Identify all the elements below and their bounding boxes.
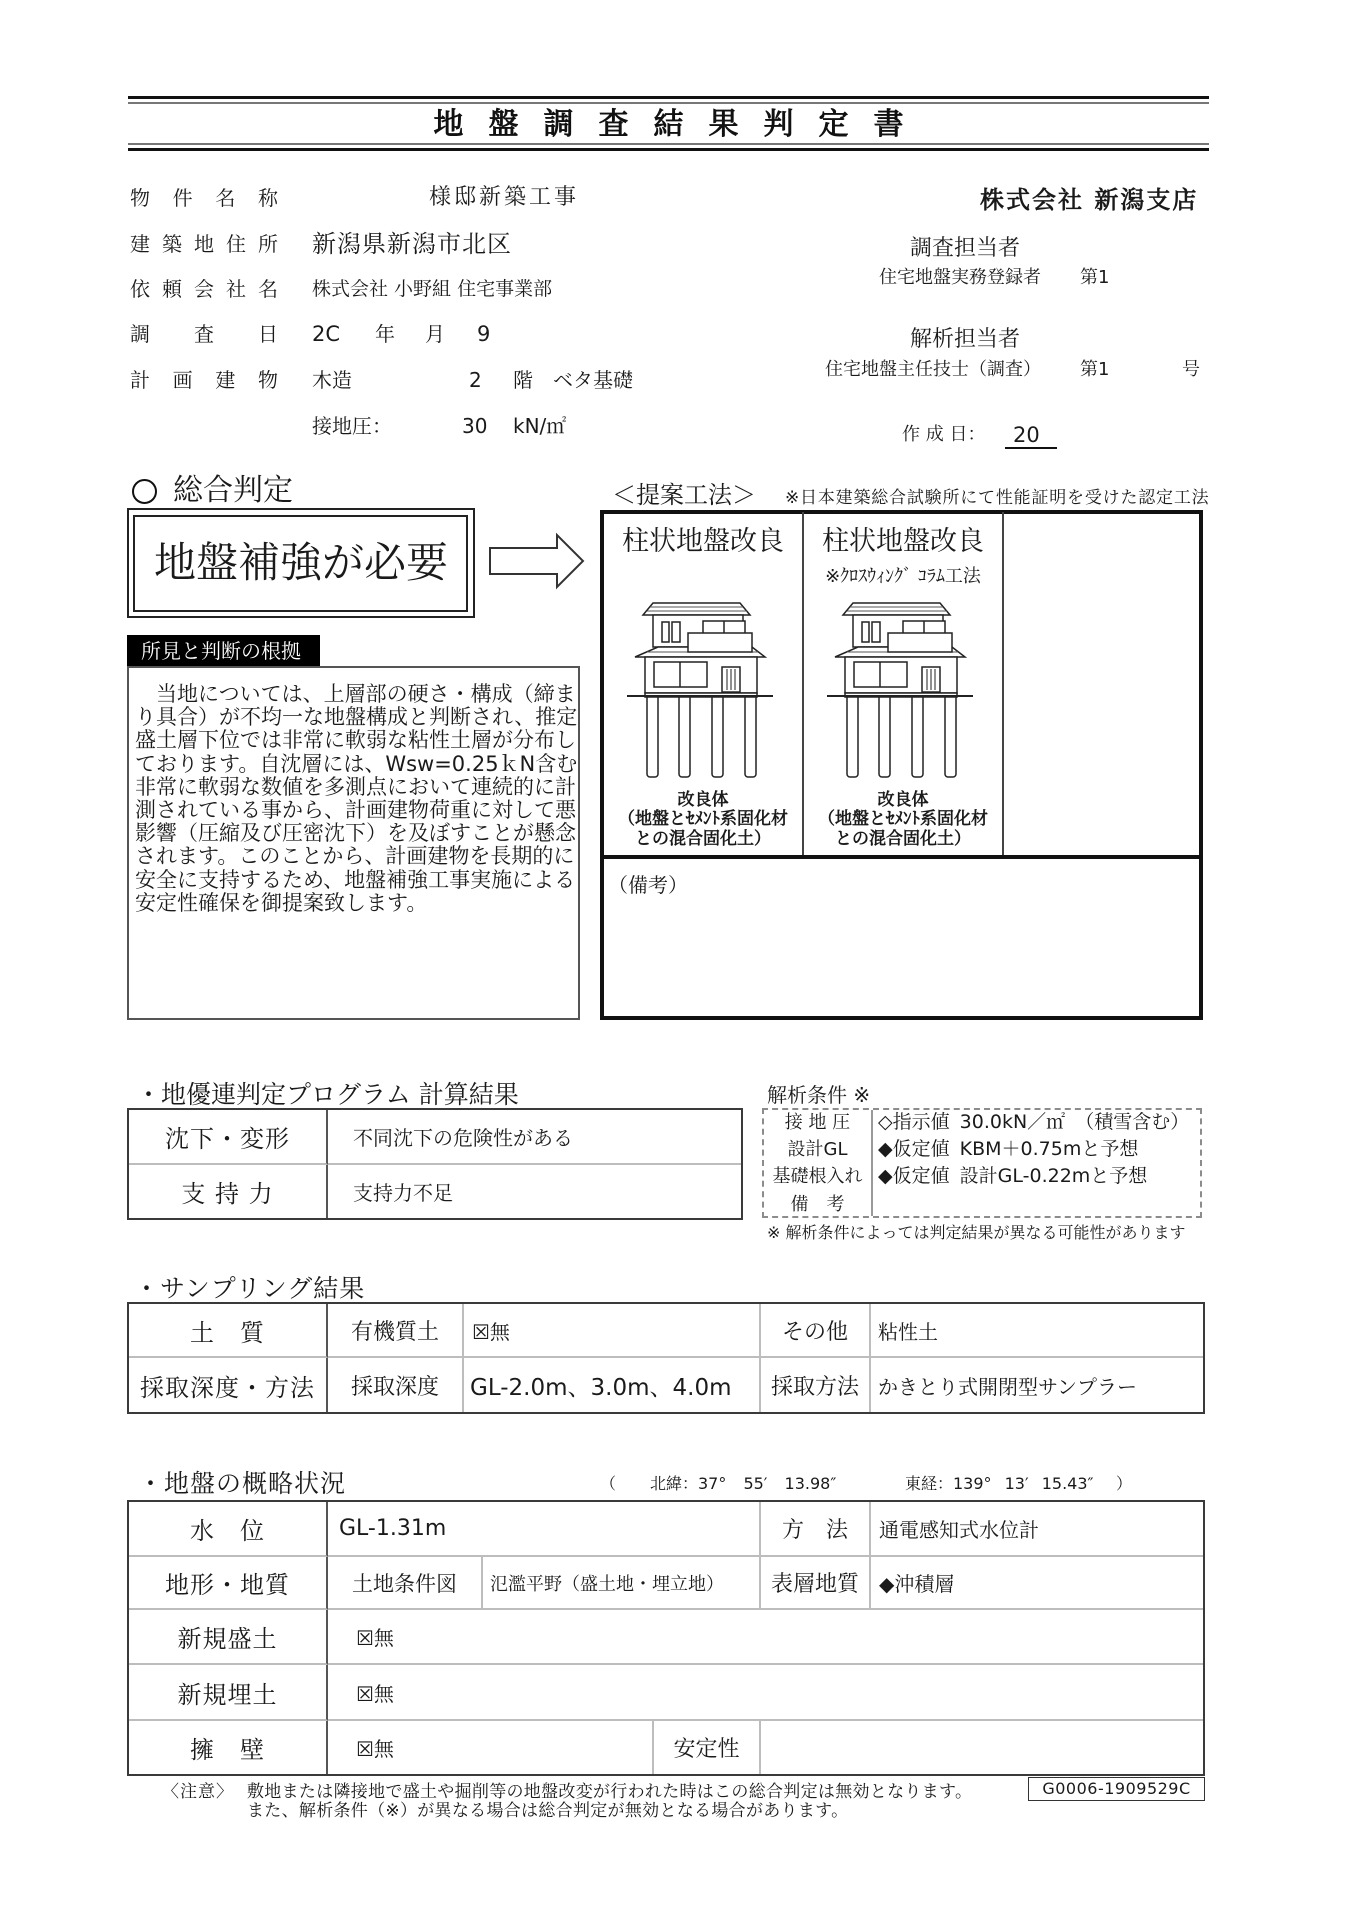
table-row <box>129 1502 1203 1557</box>
created-date-underline <box>1005 447 1057 449</box>
condition-value: ◆仮定値 設計GL-0.22mと予想 <box>878 1165 1148 1187</box>
arrow-right-icon <box>480 528 592 594</box>
proposal-column-divider <box>1002 512 1004 856</box>
analyst-number-suffix: 号 <box>1182 359 1200 380</box>
new-backfill-value: ☒無 <box>328 1665 1203 1721</box>
calc-results-table <box>127 1108 743 1220</box>
survey-date-year-unit: 年 <box>375 322 395 346</box>
other-label: その他 <box>761 1304 871 1358</box>
basis-label: 所見と判断の根拠 <box>127 635 320 667</box>
created-date-label: 作 成 日： <box>902 424 986 445</box>
client-value: 株式会社 小野組 住宅事業部 <box>312 278 553 300</box>
building-floors: 2 <box>469 368 482 392</box>
pile <box>679 694 690 777</box>
address-label: 建 築 地 住 所 <box>130 232 278 256</box>
analyst-qualification: 住宅地盤主任技士（調査） <box>825 359 1041 380</box>
sampling-method-label: 採取方法 <box>761 1358 871 1412</box>
basis-line: 非常に軟弱な数値を多測点において連続的に計 <box>135 774 576 799</box>
building-label: 計 画 建 物 <box>130 368 278 392</box>
organic-soil-label: 有機質土 <box>328 1304 464 1358</box>
upper-window <box>862 622 869 642</box>
pile <box>745 694 756 777</box>
basis-line: 安定性確保を御提案致します。 <box>135 890 428 915</box>
judgment-heading: 総合判定 <box>173 473 293 508</box>
survey-date-year: 2C <box>312 322 341 346</box>
client-label: 依 頼 会 社 名 <box>130 277 278 301</box>
water-level-label: 水 位 <box>129 1502 328 1557</box>
coordinates-open-paren: （ <box>600 1474 617 1493</box>
pile <box>647 694 658 777</box>
building-foundation: ベタ基礎 <box>553 368 633 392</box>
note-line: 敷地または隣接地で盛土や掘削等の地盤改変が行われた時はこの総合判定は無効となります。 <box>247 1782 973 1802</box>
organic-soil-value: ☒無 <box>464 1304 761 1358</box>
basis-text <box>135 683 577 915</box>
sampling-method-value: かきとり式開閉型サンプラー <box>878 1374 1137 1399</box>
latitude: 北緯：37° 55′ 13.98″ <box>650 1474 837 1493</box>
circle-icon <box>132 479 157 504</box>
land-map-value: 氾濫平野（盛土地・埋立地） <box>483 1557 761 1610</box>
title-rule-top-thick <box>128 96 1209 99</box>
water-method-value: 通電感知式水位計 <box>871 1502 1203 1557</box>
condition-value: ◆仮定値 KBM＋0.75mと予想 <box>878 1138 1139 1160</box>
title-rule-bottom-thin <box>128 143 1209 145</box>
building-structure: 木造 <box>312 368 352 392</box>
property-label: 物 件 名 称 <box>130 186 278 210</box>
created-date-value: 20 <box>1013 423 1040 447</box>
pile <box>879 694 890 777</box>
basis-line: 当地については、上層部の硬さ・構成（締ま <box>135 682 576 706</box>
stability-label: 安定性 <box>654 1721 761 1774</box>
table-row <box>129 1557 1203 1610</box>
title-rule-top-thin <box>128 102 1209 104</box>
contact-pressure-value: 30 <box>462 414 488 438</box>
settlement-label: 沈下・変形 <box>129 1110 328 1165</box>
calc-heading: ・地優連判定プログラム 計算結果 <box>136 1080 519 1109</box>
method-1-name: 柱状地盤改良 <box>622 526 784 557</box>
pile <box>912 694 923 777</box>
method-1-caption: （地盤とｾﾒﾝﾄ系固化材 <box>618 809 788 829</box>
property-value: 様邸新築工事 <box>429 185 580 210</box>
land-map-label: 土地条件図 <box>328 1557 483 1610</box>
soil-label: 土 質 <box>129 1304 328 1358</box>
method-2-name: 柱状地盤改良 <box>822 526 984 557</box>
table-row <box>129 1721 1203 1774</box>
remarks-label: （備考） <box>608 873 688 897</box>
proposal-remarks-divider <box>600 855 1203 859</box>
document-title: 地盤調査結果判定書 <box>433 107 929 142</box>
upper-window <box>872 622 880 642</box>
survey-date-month-unit: 月 <box>425 322 445 346</box>
other-value: 粘性土 <box>871 1304 1203 1358</box>
judgment-result: 地盤補強が必要 <box>153 538 448 587</box>
table-row <box>129 1110 741 1165</box>
investigator-heading: 調査担当者 <box>910 236 1021 261</box>
basis-line: 盛土層下位では非常に軟弱な粘性土層が分布し <box>135 728 576 753</box>
analysis-footnote: ※ 解析条件によっては判定結果が異なる可能性があります <box>767 1223 1186 1242</box>
table-row <box>129 1165 741 1218</box>
table-row <box>129 1304 1203 1358</box>
basis-line: されます。このことから、計画建物を長期的に <box>135 844 575 869</box>
longitude: 東経：139° 13′ 15.43″ <box>905 1474 1094 1493</box>
method-2-subtitle: ※ｸﾛｽｳｨﾝｸﾞ ｺﾗﾑ工法 <box>825 566 981 587</box>
house-pile-illustration <box>800 598 1000 783</box>
water-level-value: GL-1.31m <box>328 1502 761 1557</box>
investigator-number: 第1 <box>1080 267 1110 288</box>
surface-geology-label: 表層地質 <box>761 1557 871 1610</box>
terrain-label: 地形・地質 <box>129 1557 328 1610</box>
note-line: また、解析条件（※）が異なる場合は総合判定が無効となる場合があります。 <box>247 1801 849 1821</box>
sampling-heading: ・サンプリング結果 <box>134 1274 366 1303</box>
upper-window <box>672 622 680 642</box>
upper-roof <box>643 603 750 615</box>
stability-value <box>761 1721 1203 1774</box>
pile <box>945 694 956 777</box>
company-name: 株式会社 新潟支店 <box>980 186 1199 214</box>
sampling-table <box>127 1302 1205 1414</box>
table-row <box>129 1358 1203 1412</box>
table-row <box>129 1610 1203 1665</box>
basis-line: ております。自沈層には、Wsw=0.25ｋN含む <box>135 751 578 776</box>
basis-line: 測されている事から、計画建物荷重に対して悪 <box>135 798 576 823</box>
upper-roof <box>843 603 950 615</box>
pile <box>847 694 858 777</box>
investigator-qualification: 住宅地盤実務登録者 <box>879 267 1041 288</box>
condition-label: 基礎根入れ <box>772 1166 863 1187</box>
bearing-value: 支持力不足 <box>353 1181 453 1205</box>
condition-label: 接 地 圧 <box>784 1112 851 1133</box>
proposal-note: ※日本建築総合試験所にて性能証明を受けた認定工法 <box>785 488 1210 508</box>
analyst-heading: 解析担当者 <box>910 327 1021 352</box>
retaining-wall-label: 擁 壁 <box>129 1721 328 1774</box>
basis-line: り具合）が不均一な地盤構成と判断され、推定 <box>135 705 578 730</box>
surface-geology-value: ◆沖積層 <box>871 1557 1203 1610</box>
method-2-caption: との混合固化土） <box>835 829 971 849</box>
contact-pressure-unit: kN/㎡ <box>513 414 567 438</box>
analyst-number: 第1 <box>1080 359 1110 380</box>
survey-date-day: 9 <box>477 322 491 346</box>
balcony <box>888 633 952 652</box>
survey-date-label: 調 査 日 <box>130 322 278 346</box>
table-row <box>129 1665 1203 1721</box>
condition-label: 設計GL <box>787 1139 848 1160</box>
new-fill-value: ☒無 <box>328 1610 1203 1665</box>
ground-table <box>127 1500 1205 1776</box>
method-1-caption: との混合固化土） <box>635 829 771 849</box>
building-floors-unit: 階 <box>513 368 533 392</box>
house-pile-illustration <box>600 598 800 783</box>
condition-value: ◇指示値 30.0kN／㎡ （積雪含む） <box>878 1111 1190 1133</box>
sampling-depth-method-label: 採取深度・方法 <box>129 1358 328 1412</box>
analysis-conditions-divider <box>871 1110 873 1216</box>
water-method-label: 方 法 <box>761 1502 871 1557</box>
method-2-caption: 改良体 <box>877 790 929 810</box>
new-backfill-label: 新規埋土 <box>129 1665 328 1721</box>
method-1-caption: 改良体 <box>677 790 729 810</box>
ground-heading: ・地盤の概略状況 <box>138 1469 347 1498</box>
settlement-value: 不同沈下の危険性がある <box>328 1110 741 1165</box>
sampling-depth-label: 採取深度 <box>328 1358 464 1412</box>
sampling-depth-value: GL-2.0m、3.0m、4.0m <box>464 1358 761 1412</box>
coordinates-close-paren: ） <box>1116 1474 1133 1493</box>
balcony <box>688 633 752 652</box>
basis-line: 安全に支持するため、地盤補強工事実施による <box>135 867 576 892</box>
retaining-wall-value: ☒無 <box>328 1721 654 1774</box>
title-rule-bottom-thick <box>128 148 1209 151</box>
condition-label: 備 考 <box>790 1194 845 1215</box>
proposal-heading: ＜提案工法＞ <box>612 481 756 509</box>
basis-line: 影響（圧縮及び圧密沈下）を及ぼすことが懸念 <box>135 821 576 846</box>
bearing-label: 支 持 力 <box>129 1165 328 1218</box>
address-value: 新潟県新潟市北区 <box>312 230 512 258</box>
upper-window <box>662 622 669 642</box>
analysis-conditions-heading: 解析条件 ※ <box>767 1083 871 1107</box>
note-label: 〈注意〉 <box>162 1782 234 1802</box>
contact-pressure-label: 接地圧： <box>312 414 392 438</box>
method-2-caption: （地盤とｾﾒﾝﾄ系固化材 <box>818 809 988 829</box>
new-fill-label: 新規盛土 <box>129 1610 328 1665</box>
document-code: G0006-1909529C <box>1028 1777 1205 1801</box>
pile <box>712 694 723 777</box>
